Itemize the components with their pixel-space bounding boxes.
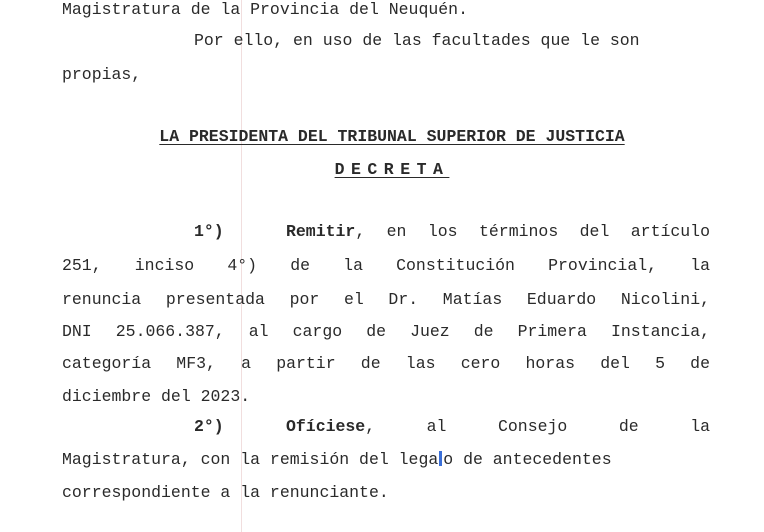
item-2-line-2 — [62, 450, 710, 470]
item-1-line-3: renuncia presentada por el Dr. Matías Eduardo Nicolini, — [62, 290, 710, 309]
item-1-line-1 — [62, 222, 710, 242]
item-1-line-2: 251, inciso 4°) de la Constitución Provincial, la — [62, 256, 710, 275]
item-1-verb: Remitir — [286, 222, 356, 241]
intro-line-3: propias, — [62, 65, 142, 84]
intro-line-2-text: Por ello, en uso de las facultades que le son — [194, 31, 640, 50]
decree-title: LA PRESIDENTA DEL TRIBUNAL SUPERIOR DE JUSTICIA — [159, 127, 625, 146]
item-2-line-2-a: Magistratura, con la remisión del lega — [62, 450, 439, 469]
item-2-number: 2°) — [194, 417, 224, 436]
item-2-line-3: correspondiente a la renunciante. — [62, 483, 389, 502]
item-1-line-1-rest: , en los términos del artículo — [355, 222, 710, 241]
text-cursor-icon — [439, 451, 442, 466]
item-2-line-2-b: o de antecedentes — [443, 450, 612, 469]
item-2-line-1 — [62, 417, 710, 437]
intro-line-1: Magistratura de la Provincia del Neuquén. — [62, 0, 468, 19]
item-2-line-1-rest: , al Consejo de la — [365, 417, 710, 436]
item-1-number: 1°) — [194, 222, 224, 241]
item-1-line-5: categoría MF3, a partir de las cero horas del 5 de — [62, 354, 710, 373]
decree-word: DECRETA — [334, 160, 450, 179]
intro-line-2 — [62, 31, 710, 51]
item-1-line-6: diciembre del 2023. — [62, 387, 251, 406]
decree-heading — [0, 127, 764, 147]
item-2-verb: Ofíciese — [286, 417, 366, 436]
decree-word-line — [0, 160, 764, 180]
item-1-line-4: DNI 25.066.387, al cargo de Juez de Primera Instancia, — [62, 322, 710, 341]
